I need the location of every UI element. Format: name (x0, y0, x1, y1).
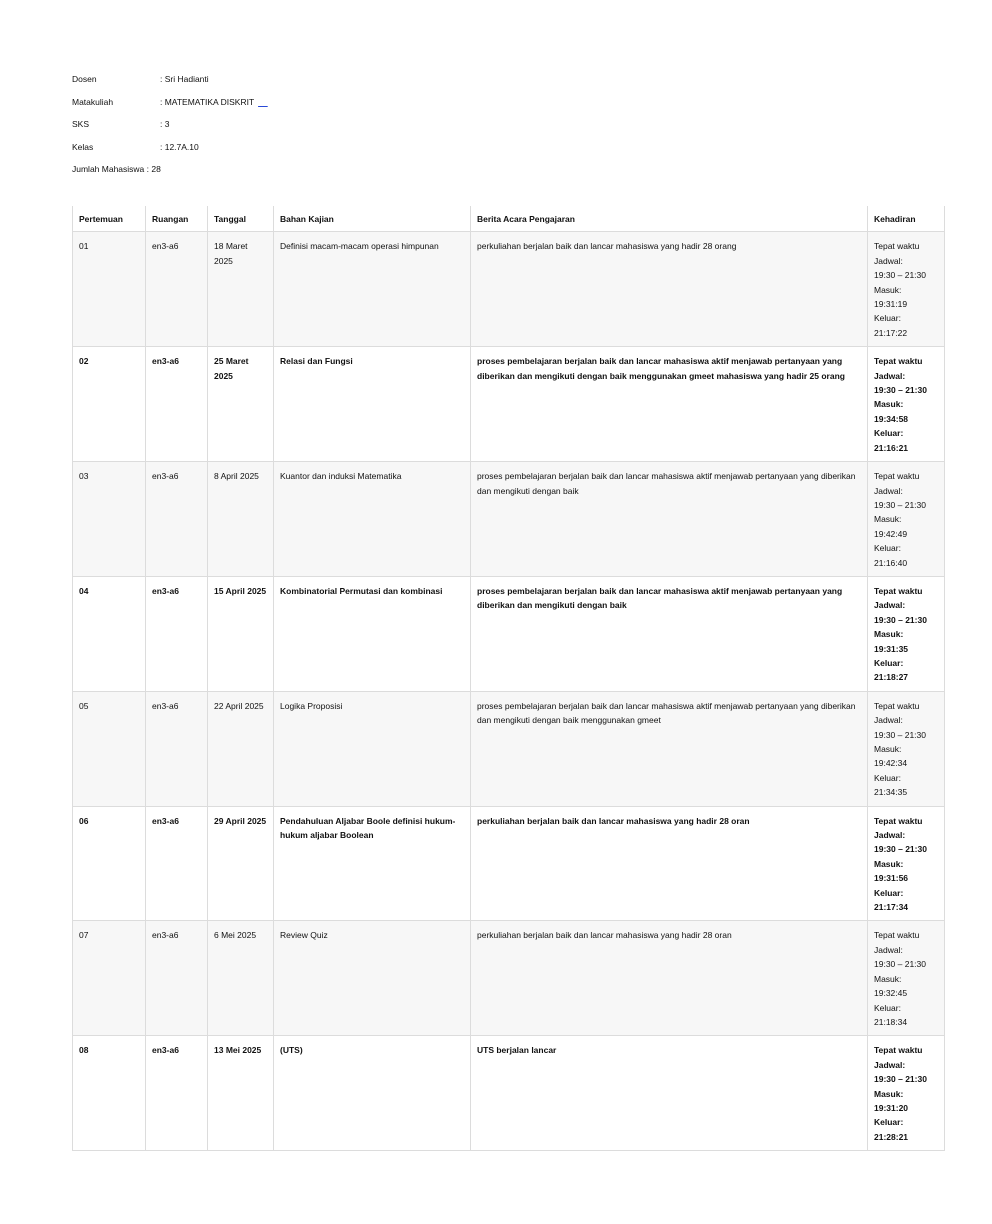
kehadiran-jadwal-label: Jadwal: (874, 370, 906, 381)
kehadiran-jadwal: 19:30 – 21:30 (874, 844, 927, 855)
kehadiran-jadwal: 19:30 – 21:30 (874, 959, 926, 970)
kehadiran-masuk-label: Masuk: (874, 399, 904, 410)
kehadiran-masuk-label: Masuk: (874, 1088, 904, 1099)
col-header-tanggal: Tanggal (208, 206, 274, 232)
kelas-value: : 12.7A.10 (160, 141, 199, 152)
cell-berita-acara: proses pembelajaran berjalan baik dan lancar mahasiswa aktif menjawab pertanyaan yang diberikan dan mengikuti dengan baik (471, 576, 868, 691)
col-header-berita-acara: Berita Acara Pengajaran (471, 206, 868, 232)
kehadiran-status: Tepat waktu (874, 356, 923, 367)
cell-bahan-kajian: Logika Proposisi (274, 691, 471, 806)
kehadiran-keluar-label: Keluar: (874, 313, 901, 324)
cell-bahan-kajian: Kuantor dan induksi Matematika (274, 462, 471, 577)
cell-bahan-kajian: Review Quiz (274, 921, 471, 1036)
cell-ruangan: en3-a6 (146, 462, 208, 577)
kehadiran-masuk-label: Masuk: (874, 744, 902, 754)
kehadiran-keluar: 21:28:21 (874, 1131, 909, 1142)
sks-value: : 3 (160, 119, 170, 130)
kehadiran-status: Tepat waktu (874, 241, 920, 252)
kehadiran-masuk: 19:42:49 (874, 528, 908, 539)
table-row (73, 576, 945, 691)
matakuliah-label: Matakuliah (72, 96, 114, 107)
kehadiran-jadwal-label: Jadwal: (874, 255, 903, 266)
cell-kehadiran (868, 806, 945, 921)
kehadiran-masuk: 19:34:58 (874, 413, 909, 424)
cell-kehadiran (868, 1036, 945, 1151)
dosen-value: : Sri Hadianti (160, 74, 209, 84)
cell-ruangan: en3-a6 (146, 806, 208, 921)
col-header-bahan-kajian: Bahan Kajian (274, 206, 471, 232)
kehadiran-keluar: 21:17:34 (874, 902, 909, 913)
cell-pertemuan: 03 (73, 462, 146, 577)
cell-berita-acara: proses pembelajaran berjalan baik dan lancar mahasiswa aktif menjawab pertanyaan yang diberikan dan mengikuti dengan baik (471, 462, 868, 577)
cell-kehadiran (868, 462, 945, 577)
attendance-table (72, 206, 945, 1151)
cell-kehadiran (868, 347, 945, 462)
table-header-row (73, 206, 945, 232)
kehadiran-keluar: 21:18:34 (874, 1016, 908, 1027)
cell-tanggal: 22 April 2025 (208, 691, 274, 806)
kehadiran-jadwal-label: Jadwal: (874, 830, 906, 841)
cell-pertemuan: 07 (73, 921, 146, 1036)
kelas-label: Kelas (72, 141, 94, 152)
kehadiran-jadwal: 19:30 – 21:30 (874, 1074, 927, 1085)
kehadiran-keluar: 21:34:35 (874, 787, 908, 798)
kehadiran-jadwal: 19:30 – 21:30 (874, 499, 926, 510)
cell-berita-acara: proses pembelajaran berjalan baik dan lancar mahasiswa aktif menjawab pertanyaan yang diberikan dan mengikuti dengan baik menggunakan gmeet mahasiswa yang hadir 25 orang (471, 347, 868, 462)
cell-kehadiran (868, 232, 945, 347)
kehadiran-keluar: 21:16:21 (874, 442, 909, 453)
kehadiran-masuk: 19:42:34 (874, 758, 908, 769)
kehadiran-keluar-label: Keluar: (874, 657, 904, 668)
cell-berita-acara: perkuliahan berjalan baik dan lancar mahasiswa yang hadir 28 oran (471, 806, 868, 921)
kehadiran-keluar: 21:18:27 (874, 672, 909, 683)
cell-tanggal: 8 April 2025 (208, 462, 274, 577)
kehadiran-status: Tepat waktu (874, 471, 920, 482)
kehadiran-masuk: 19:31:35 (874, 643, 909, 654)
cell-kehadiran (868, 576, 945, 691)
jumlah-mahasiswa: Jumlah Mahasiswa : 28 (72, 164, 161, 175)
kehadiran-jadwal-label: Jadwal: (874, 600, 906, 611)
cell-ruangan: en3-a6 (146, 232, 208, 347)
kehadiran-masuk-label: Masuk: (874, 284, 902, 295)
kehadiran-jadwal: 19:30 – 21:30 (874, 385, 927, 396)
cell-pertemuan: 02 (73, 347, 146, 462)
matakuliah-value: : MATEMATIKA DISKRIT (160, 96, 255, 107)
cell-kehadiran (868, 921, 945, 1036)
cell-bahan-kajian: Pendahuluan Aljabar Boole definisi hukum-hukum aljabar Boolean (274, 806, 471, 921)
kehadiran-jadwal: 19:30 – 21:30 (874, 270, 926, 281)
cell-berita-acara: proses pembelajaran berjalan baik dan lancar mahasiswa aktif menjawab pertanyaan yang diberikan dan mengikuti dengan baik menggunakan gmeet (471, 691, 868, 806)
kehadiran-jadwal-label: Jadwal: (874, 1059, 906, 1070)
kehadiran-keluar: 21:16:40 (874, 557, 908, 568)
col-header-pertemuan: Pertemuan (73, 206, 146, 232)
table-row (73, 232, 945, 347)
cell-bahan-kajian: Definisi macam-macam operasi himpunan (274, 232, 471, 347)
matakuliah-link[interactable]: __ (258, 96, 268, 107)
cell-bahan-kajian: Kombinatorial Permutasi dan kombinasi (274, 576, 471, 691)
cell-berita-acara: perkuliahan berjalan baik dan lancar mahasiswa yang hadir 28 oran (471, 921, 868, 1036)
cell-ruangan: en3-a6 (146, 1036, 208, 1151)
cell-bahan-kajian: Relasi dan Fungsi (274, 347, 471, 462)
table-row (73, 921, 945, 1036)
kehadiran-masuk-label: Masuk: (874, 629, 904, 640)
kehadiran-keluar-label: Keluar: (874, 1117, 904, 1128)
kehadiran-keluar-label: Keluar: (874, 772, 901, 783)
cell-pertemuan: 08 (73, 1036, 146, 1151)
kehadiran-jadwal-label: Jadwal: (874, 944, 903, 955)
kehadiran-masuk: 19:31:19 (874, 299, 908, 310)
kehadiran-keluar-label: Keluar: (874, 428, 904, 439)
table-row (73, 462, 945, 577)
cell-bahan-kajian: (UTS) (274, 1036, 471, 1151)
cell-pertemuan: 04 (73, 576, 146, 691)
cell-pertemuan: 06 (73, 806, 146, 921)
kehadiran-status: Tepat waktu (874, 815, 923, 826)
cell-kehadiran (868, 691, 945, 806)
cell-tanggal: 18 Maret 2025 (208, 232, 274, 347)
kehadiran-keluar-label: Keluar: (874, 543, 901, 554)
cell-ruangan: en3-a6 (146, 576, 208, 691)
cell-berita-acara: UTS berjalan lancar (471, 1036, 868, 1151)
kehadiran-keluar: 21:17:22 (874, 327, 908, 338)
kehadiran-masuk: 19:31:20 (874, 1102, 909, 1113)
cell-tanggal: 13 Mei 2025 (208, 1036, 274, 1151)
cell-ruangan: en3-a6 (146, 921, 208, 1036)
cell-tanggal: 6 Mei 2025 (208, 921, 274, 1036)
kehadiran-keluar-label: Keluar: (874, 1002, 901, 1013)
cell-berita-acara: perkuliahan berjalan baik dan lancar mahasiswa yang hadir 28 orang (471, 232, 868, 347)
col-header-ruangan: Ruangan (146, 206, 208, 232)
cell-pertemuan: 05 (73, 691, 146, 806)
kehadiran-masuk: 19:32:45 (874, 988, 908, 999)
matakuliah-value-wrap (160, 97, 268, 107)
table-row (73, 806, 945, 921)
dosen-label: Dosen (72, 74, 97, 84)
kehadiran-masuk: 19:31:56 (874, 873, 909, 884)
kehadiran-keluar-label: Keluar: (874, 887, 904, 898)
sks-label: SKS (72, 119, 90, 130)
cell-ruangan: en3-a6 (146, 347, 208, 462)
cell-tanggal: 29 April 2025 (208, 806, 274, 921)
kehadiran-jadwal: 19:30 – 21:30 (874, 614, 927, 625)
table-body (73, 232, 945, 1151)
kehadiran-status: Tepat waktu (874, 700, 920, 711)
cell-ruangan: en3-a6 (146, 691, 208, 806)
kehadiran-jadwal: 19:30 – 21:30 (874, 729, 926, 740)
col-header-kehadiran: Kehadiran (868, 206, 945, 232)
kehadiran-masuk-label: Masuk: (874, 858, 904, 869)
kehadiran-status: Tepat waktu (874, 585, 923, 596)
kehadiran-jadwal-label: Jadwal: (874, 715, 903, 726)
cell-tanggal: 15 April 2025 (208, 576, 274, 691)
kehadiran-status: Tepat waktu (874, 930, 920, 941)
kehadiran-jadwal-label: Jadwal: (874, 485, 903, 496)
cell-tanggal: 25 Maret 2025 (208, 347, 274, 462)
cell-pertemuan: 01 (73, 232, 146, 347)
table-row (73, 347, 945, 462)
kehadiran-masuk-label: Masuk: (874, 973, 902, 984)
table-row (73, 1036, 945, 1151)
table-row (73, 691, 945, 806)
kehadiran-status: Tepat waktu (874, 1045, 923, 1056)
kehadiran-masuk-label: Masuk: (874, 514, 902, 525)
